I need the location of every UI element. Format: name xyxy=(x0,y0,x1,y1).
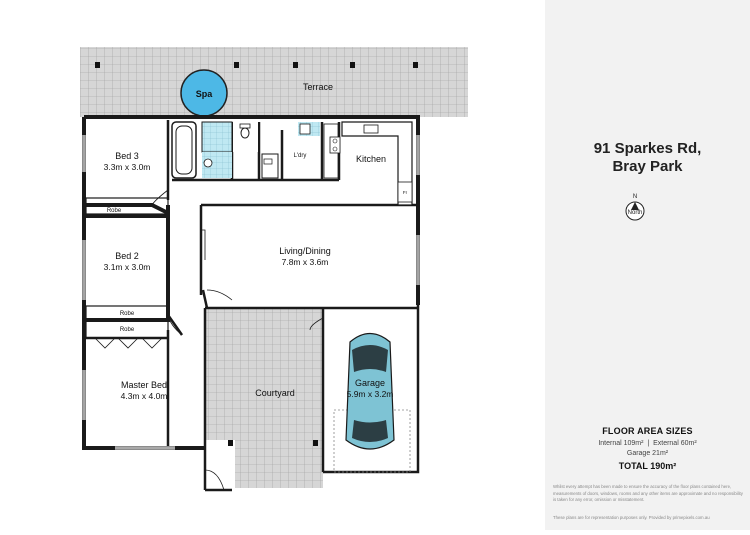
floor-area-title: FLOOR AREA SIZES xyxy=(602,426,693,436)
garage-label: Garage xyxy=(354,378,386,388)
bed2-robe-label: Robe xyxy=(119,311,135,317)
terrace-label: Terrace xyxy=(302,82,334,92)
bed2-label: Bed 2 xyxy=(115,251,139,261)
laundry-tub xyxy=(300,124,310,134)
disclaimer-footer: These plans are for representation purposes only. Provided by primepixels.com.au xyxy=(553,515,710,520)
bed2-size: 3.1m x 3.0m xyxy=(103,262,151,272)
toilet xyxy=(241,128,249,138)
disclaimer-text: Whilst every attempt has been made to ensure the accuracy of the floor plans contained here, measurements of doors, windows, rooms and any other items are approximate and no responsibility is taken for any error, omission or misstatement. xyxy=(553,484,743,503)
master-size: 4.3m x 4.0m xyxy=(120,391,168,401)
master-robe-doors xyxy=(95,338,162,348)
garage-size: 5.9m x 3.2m xyxy=(346,389,394,399)
bed3-size: 3.3m x 3.0m xyxy=(103,162,151,172)
shower-tiles xyxy=(202,122,232,152)
address-line-1: 91 Sparkes Rd, xyxy=(593,140,702,157)
kitchen-sink xyxy=(364,125,378,133)
master-robe-label: Robe xyxy=(119,327,135,333)
kitchen-label: Kitchen xyxy=(355,154,387,164)
cooktop xyxy=(330,137,340,153)
compass-label: North xyxy=(627,210,643,216)
master-label: Master Bed xyxy=(120,380,168,390)
vanity xyxy=(262,154,278,178)
living-size: 7.8m x 3.6m xyxy=(281,257,329,267)
north-compass xyxy=(623,196,653,226)
fridge-label: Fr xyxy=(402,190,408,195)
floor-area-separator: | xyxy=(647,440,650,447)
compass-letter: N xyxy=(632,194,638,200)
info-panel xyxy=(545,0,750,530)
bed3-robe-label: Robe xyxy=(106,208,122,214)
living-label: Living/Dining xyxy=(279,246,331,256)
address-line-2: Bray Park xyxy=(612,158,683,175)
terrace-area xyxy=(80,47,468,117)
basin xyxy=(204,159,212,167)
floor-area-external: External 60m² xyxy=(653,440,697,447)
floor-area-internal-external xyxy=(545,440,750,447)
floor-area-garage: Garage 21m² xyxy=(626,450,669,457)
floor-area-internal: Internal 109m² xyxy=(598,440,644,447)
floor-area-total: TOTAL 190m² xyxy=(618,461,677,471)
laundry-label: L'dry xyxy=(293,153,307,159)
bed3-label: Bed 3 xyxy=(115,151,139,161)
spa-label: Spa xyxy=(195,89,213,99)
courtyard-label: Courtyard xyxy=(255,388,295,398)
